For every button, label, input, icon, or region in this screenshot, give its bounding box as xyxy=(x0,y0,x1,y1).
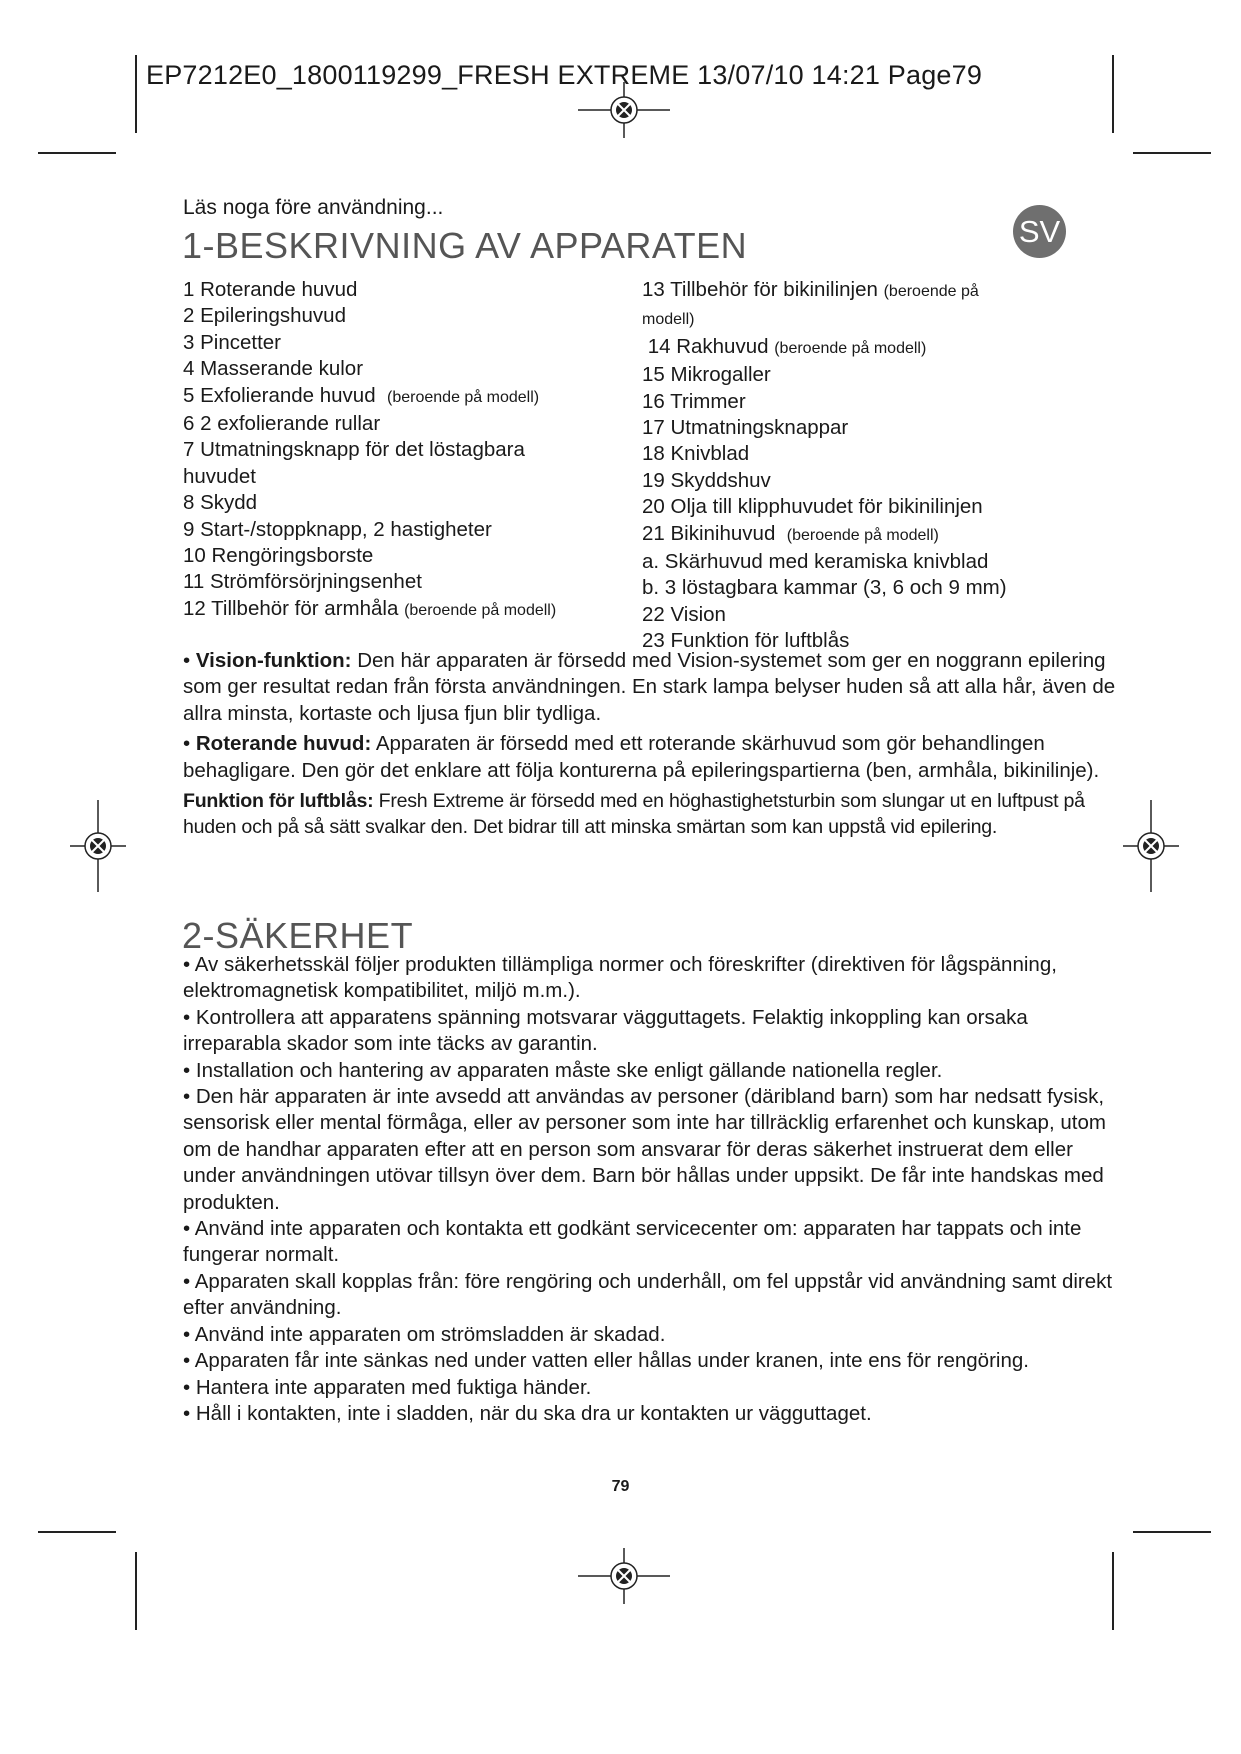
crop-mark xyxy=(1133,152,1211,154)
feature-paragraph: • Vision-funktion: Den här apparaten är försedd med Vision-systemet som ger en noggrann epilering som ger resultat redan från första användningen. En stark lampa belyser huden så att alla hår, även de allra minsta, kortaste och ljusa fjun blir tydliga. xyxy=(183,649,1116,725)
list-item: huvudet xyxy=(183,464,256,488)
list-item: modell) xyxy=(642,311,695,329)
list-item: 1 Roterande huvud xyxy=(183,278,358,301)
section-1-title: 1-BESKRIVNING AV APPARATEN xyxy=(182,225,748,266)
crop-mark xyxy=(38,1531,116,1533)
list-item: • Av säkerhetsskäl följer produkten tillämpliga normer och föreskrifter (direktiven för lågspänning, elektromagnetisk kompatibilitet, miljö m.m.). xyxy=(183,953,1057,1003)
list-item: 3 Pincetter xyxy=(183,330,281,354)
list-item: 18 Knivblad xyxy=(642,442,750,466)
crop-mark xyxy=(1112,55,1114,133)
parts-list-left xyxy=(183,277,556,624)
registration-mark-icon xyxy=(1121,796,1181,896)
list-item: 10 Rengöringsborste xyxy=(183,544,374,568)
model-note: (beroende på modell) xyxy=(786,526,939,544)
list-item: 15 Mikrogaller xyxy=(642,363,771,387)
list-item: 21 Bikinihuvud (beroende på modell) xyxy=(642,521,939,545)
feature-descriptions xyxy=(183,648,1123,845)
crop-mark xyxy=(38,152,116,154)
model-note: (beroende på modell) xyxy=(387,388,540,406)
feature-paragraph: Funktion för luftblås: Fresh Extreme är försedd med en höghastighetsturbin som slungar ut en luftpust på huden och på så sätt svalkar den. Det bidrar till att minska smärtan som kan uppstå vid epilering. xyxy=(183,790,1085,839)
list-item: • Använd inte apparaten och kontakta ett godkänt servicecenter om: apparaten har tappats och inte fungerar normalt. xyxy=(183,1217,1082,1267)
list-item: • Apparaten skall kopplas från: före rengöring och underhåll, om fel uppstår vid användning samt direkt efter användning. xyxy=(183,1269,1113,1320)
list-item: 4 Masserande kulor xyxy=(183,357,364,381)
feature-label: Roterande huvud: xyxy=(195,732,372,756)
print-slug: EP7212E0_1800119299_FRESH EXTREME 13/07/10 14:21 Page79 xyxy=(146,60,983,90)
list-item: 6 2 exfolierande rullar xyxy=(183,412,381,436)
list-item: 11 Strömförsörjningsenhet xyxy=(183,570,422,594)
list-item: 13 Tillbehör för bikinilinjen (beroende på xyxy=(642,278,979,301)
list-item: • Apparaten får inte sänkas ned under vatten eller hållas under kranen, inte ens för rengöring. xyxy=(183,1349,1029,1373)
list-item: • Hantera inte apparaten med fuktiga händer. xyxy=(183,1375,592,1399)
list-item: 8 Skydd xyxy=(183,491,258,515)
language-badge: SV xyxy=(1013,205,1066,258)
list-item: 5 Exfolierande huvud (beroende på modell) xyxy=(183,383,540,407)
model-note: (beroende på modell) xyxy=(774,339,927,357)
list-item: • Håll i kontakten, inte i sladden, när du ska dra ur kontakten ur vägguttaget. xyxy=(183,1401,872,1425)
registration-mark-icon xyxy=(68,796,128,896)
list-item: a. Skärhuvud med keramiska knivblad xyxy=(642,550,989,574)
crop-mark xyxy=(1112,1552,1114,1630)
model-note: (beroende på modell) xyxy=(404,601,557,619)
list-item: 19 Skyddshuv xyxy=(642,468,771,492)
page-number: 79 xyxy=(611,1478,630,1495)
crop-mark xyxy=(135,55,137,133)
model-note: (beroende på xyxy=(883,283,979,300)
list-item: 12 Tillbehör för armhåla (beroende på modell) xyxy=(183,596,557,620)
list-item: 16 Trimmer xyxy=(642,389,746,413)
list-item: • Installation och hantering av apparaten måste ske enligt gällande nationella regler. xyxy=(183,1058,943,1082)
list-item: b. 3 löstagbara kammar (3, 6 och 9 mm) xyxy=(642,576,1007,600)
feature-label: Funktion för luftblås: xyxy=(183,790,374,813)
list-item: • Den här apparaten är inte avsedd att användas av personer (däribland barn) som har nedsatt fysisk, sensorisk eller mental förmåga, eller av personer som inte har tillräcklig erfarenhet och kunskap, utom om de handhar apparaten efter att en person som ansvarar för deras säkerhet instruerat dem eller under användningen utövar tillsyn över dem. Barn bör hållas under uppsikt. De får inte handskas med produkten. xyxy=(183,1085,1106,1214)
crop-mark xyxy=(135,1552,137,1630)
list-item: • Använd inte apparaten om strömsladden är skadad. xyxy=(183,1322,666,1346)
intro-text: Läs noga före användning... xyxy=(183,196,444,219)
section-2-title: 2-SÄKERHET xyxy=(182,915,414,956)
list-item: 20 Olja till klipphuvudet för bikinilinjen xyxy=(642,495,983,519)
list-item: 22 Vision xyxy=(642,602,726,626)
parts-list-right xyxy=(642,277,1007,655)
list-item: 2 Epileringshuvud xyxy=(183,304,346,328)
crop-mark xyxy=(1133,1531,1211,1533)
feature-paragraph: • Roterande huvud: Apparaten är försedd med ett roterande skärhuvud som gör behandlingen behagligare. Den gör det enklare att följa konturerna på epileringspartierna (ben, armhåla, bikinilinje). xyxy=(183,732,1100,782)
list-item: 7 Utmatningsknapp för det löstagbara xyxy=(183,438,525,462)
list-item: 23 Funktion för luftblås xyxy=(642,629,850,653)
list-item: 17 Utmatningsknappar xyxy=(642,416,849,440)
list-item: 14 Rakhuvud (beroende på modell) xyxy=(642,334,927,358)
list-item: • Kontrollera att apparatens spänning motsvarar vägguttagets. Felaktig inkoppling kan orsaka irreparabla skador som inte täcks av garantin. xyxy=(183,1005,1028,1056)
safety-list xyxy=(183,952,1123,1427)
registration-mark-icon xyxy=(574,1546,674,1606)
feature-label: Vision-funktion: xyxy=(195,649,352,672)
list-item: 9 Start-/stoppknapp, 2 hastigheter xyxy=(183,517,492,541)
